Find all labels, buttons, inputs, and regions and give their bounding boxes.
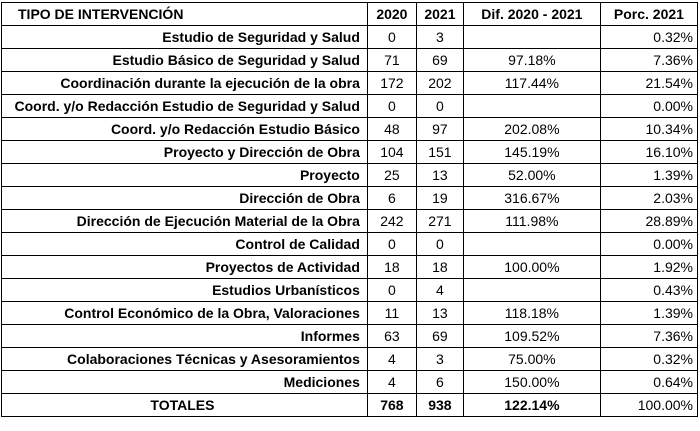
table-header-row (2, 3, 698, 26)
cell-dif (463, 233, 600, 256)
cell-dif (463, 95, 600, 118)
header-tipo: TIPO DE INTERVENCIÓN (2, 3, 368, 26)
cell-tipo: Estudio Básico de Seguridad y Salud (2, 49, 368, 72)
cell-2021: 202 (416, 72, 463, 95)
cell-porc: 100.00% (600, 394, 697, 417)
table-row (2, 187, 698, 210)
cell-porc: 16.10% (600, 141, 697, 164)
cell-tipo: Coord. y/o Redacción Estudio de Seguridad y Salud (2, 95, 368, 118)
cell-tipo: Mediciones (2, 371, 368, 394)
table-row (2, 210, 698, 233)
cell-porc: 0.32% (600, 348, 697, 371)
intervention-table (1, 2, 698, 417)
table-row (2, 256, 698, 279)
cell-porc: 0.32% (600, 26, 697, 49)
cell-2020: 172 (367, 72, 416, 95)
cell-2020: 18 (367, 256, 416, 279)
cell-2021: 6 (416, 371, 463, 394)
header-2020: 2020 (367, 3, 416, 26)
cell-dif: 118.18% (463, 302, 600, 325)
cell-2021: 0 (416, 95, 463, 118)
cell-dif: 145.19% (463, 141, 600, 164)
cell-2020: 6 (367, 187, 416, 210)
cell-dif: 150.00% (463, 371, 600, 394)
cell-2021: 3 (416, 348, 463, 371)
totals-row (2, 394, 698, 417)
cell-tipo: Proyecto y Dirección de Obra (2, 141, 368, 164)
cell-porc: 0.00% (600, 233, 697, 256)
cell-porc: 0.00% (600, 95, 697, 118)
cell-tipo: Coordinación durante la ejecución de la obra (2, 72, 368, 95)
cell-porc: 0.43% (600, 279, 697, 302)
cell-tipo: Estudio de Seguridad y Salud (2, 26, 368, 49)
cell-2020: 48 (367, 118, 416, 141)
cell-tipo: Control de Calidad (2, 233, 368, 256)
cell-2020: 4 (367, 348, 416, 371)
cell-2021: 13 (416, 164, 463, 187)
table-row (2, 118, 698, 141)
cell-porc: 1.39% (600, 164, 697, 187)
table-body (2, 26, 698, 417)
table-row (2, 141, 698, 164)
cell-2020: 0 (367, 279, 416, 302)
table-row (2, 279, 698, 302)
cell-2021: 0 (416, 233, 463, 256)
cell-dif: 316.67% (463, 187, 600, 210)
table-row (2, 26, 698, 49)
cell-2020: 0 (367, 233, 416, 256)
cell-2020: 768 (367, 394, 416, 417)
cell-tipo: Colaboraciones Técnicas y Asesoramientos (2, 348, 368, 371)
cell-porc: 2.03% (600, 187, 697, 210)
cell-2021: 69 (416, 325, 463, 348)
cell-tipo: Control Económico de la Obra, Valoraciones (2, 302, 368, 325)
cell-tipo: Proyecto (2, 164, 368, 187)
cell-porc: 28.89% (600, 210, 697, 233)
cell-2020: 11 (367, 302, 416, 325)
cell-porc: 21.54% (600, 72, 697, 95)
table-row (2, 95, 698, 118)
cell-dif (463, 279, 600, 302)
cell-2020: 4 (367, 371, 416, 394)
cell-tipo: Informes (2, 325, 368, 348)
table-row (2, 371, 698, 394)
cell-2021: 3 (416, 26, 463, 49)
cell-2021: 271 (416, 210, 463, 233)
header-2021: 2021 (416, 3, 463, 26)
cell-dif: 97.18% (463, 49, 600, 72)
table-row (2, 325, 698, 348)
cell-dif: 117.44% (463, 72, 600, 95)
table-row (2, 302, 698, 325)
cell-dif: 100.00% (463, 256, 600, 279)
cell-tipo: Dirección de Obra (2, 187, 368, 210)
cell-porc: 1.92% (600, 256, 697, 279)
cell-2021: 151 (416, 141, 463, 164)
header-porc: Porc. 2021 (600, 3, 697, 26)
cell-dif: 75.00% (463, 348, 600, 371)
cell-dif: 52.00% (463, 164, 600, 187)
cell-tipo: TOTALES (2, 394, 368, 417)
cell-dif: 122.14% (463, 394, 600, 417)
cell-2021: 938 (416, 394, 463, 417)
cell-2020: 0 (367, 95, 416, 118)
cell-2020: 242 (367, 210, 416, 233)
table-row (2, 164, 698, 187)
cell-dif: 111.98% (463, 210, 600, 233)
cell-2021: 4 (416, 279, 463, 302)
cell-tipo: Estudios Urbanísticos (2, 279, 368, 302)
cell-2021: 18 (416, 256, 463, 279)
cell-dif (463, 26, 600, 49)
cell-2021: 69 (416, 49, 463, 72)
cell-2021: 19 (416, 187, 463, 210)
table-row (2, 72, 698, 95)
cell-porc: 7.36% (600, 325, 697, 348)
cell-dif: 202.08% (463, 118, 600, 141)
table-row (2, 49, 698, 72)
cell-2020: 0 (367, 26, 416, 49)
header-dif: Dif. 2020 - 2021 (463, 3, 600, 26)
cell-2020: 104 (367, 141, 416, 164)
table-row (2, 233, 698, 256)
cell-tipo: Proyectos de Actividad (2, 256, 368, 279)
cell-2021: 97 (416, 118, 463, 141)
cell-2021: 13 (416, 302, 463, 325)
cell-2020: 25 (367, 164, 416, 187)
cell-2020: 63 (367, 325, 416, 348)
cell-porc: 1.39% (600, 302, 697, 325)
cell-tipo: Dirección de Ejecución Material de la Obra (2, 210, 368, 233)
cell-tipo: Coord. y/o Redacción Estudio Básico (2, 118, 368, 141)
table-row (2, 348, 698, 371)
cell-porc: 10.34% (600, 118, 697, 141)
cell-2020: 71 (367, 49, 416, 72)
cell-dif: 109.52% (463, 325, 600, 348)
cell-porc: 7.36% (600, 49, 697, 72)
cell-porc: 0.64% (600, 371, 697, 394)
